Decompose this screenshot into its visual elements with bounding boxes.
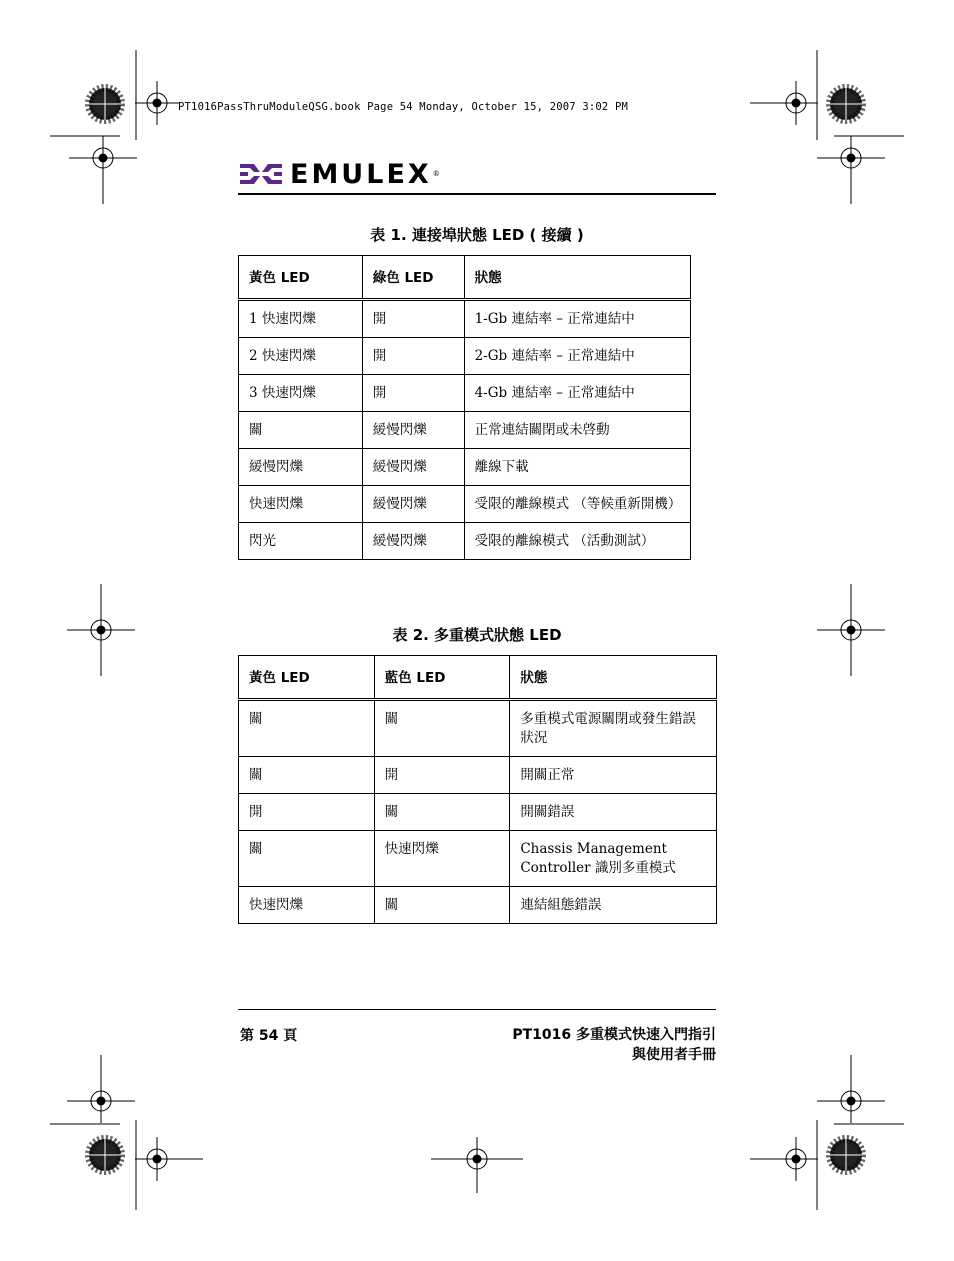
table-cell: 緩慢閃爍 [362, 412, 464, 449]
column-header-amber-led: 黃色 LED [239, 656, 375, 700]
table-cell: 多重模式電源關閉或發生錯誤狀況 [510, 700, 717, 757]
column-header-status: 狀態 [464, 256, 690, 300]
document-title-line1: PT1016 多重模式快速入門指引 [512, 1027, 716, 1043]
column-header-status: 狀態 [510, 656, 717, 700]
table-cell: 4-Gb 連結率 – 正常連結中 [464, 375, 690, 412]
table-row [239, 700, 717, 757]
table-cell: 離線下載 [464, 449, 690, 486]
multimode-status-led-table [238, 655, 717, 924]
table-cell: 開 [362, 375, 464, 412]
table-row [239, 300, 691, 338]
table-row [239, 486, 691, 523]
table-cell: 開關錯誤 [510, 794, 717, 831]
port-status-led-table [238, 255, 691, 560]
table-cell: 快速閃爍 [239, 887, 375, 924]
logo-registered-mark: ® [432, 170, 440, 178]
table-cell: 緩慢閃爍 [362, 523, 464, 560]
table-cell: 3 快速閃爍 [239, 375, 363, 412]
table-row [239, 375, 691, 412]
table-row [239, 523, 691, 560]
table-cell: 連結組態錯誤 [510, 887, 717, 924]
table-cell: 緩慢閃爍 [239, 449, 363, 486]
table-cell: 開 [362, 300, 464, 338]
table-header-row [239, 656, 717, 700]
table-cell: 緩慢閃爍 [362, 486, 464, 523]
table-row [239, 338, 691, 375]
table-cell: 關 [239, 831, 375, 887]
logo-wordmark: EMULEX [290, 158, 432, 190]
table-cell: 關 [374, 700, 510, 757]
table-cell: 關 [374, 887, 510, 924]
emulex-logo-icon [240, 162, 282, 186]
table-cell: Chassis Management Controller 識別多重模式 [510, 831, 717, 887]
emulex-logo [240, 158, 440, 190]
table-cell: 開 [362, 338, 464, 375]
table-row [239, 449, 691, 486]
page-number: 第 54 頁 [240, 1028, 298, 1044]
table-cell: 2 快速閃爍 [239, 338, 363, 375]
table1-caption: 表 1. 連接埠狀態 LED ( 接續 ) [370, 226, 584, 244]
table-cell: 2-Gb 連結率 – 正常連結中 [464, 338, 690, 375]
column-header-green-led: 綠色 LED [362, 256, 464, 300]
table-row [239, 794, 717, 831]
document-title-line2: 與使用者手冊 [632, 1047, 716, 1063]
document-title [512, 1025, 716, 1065]
header-rule [238, 193, 716, 195]
table-cell: 閃光 [239, 523, 363, 560]
table-cell: 關 [239, 757, 375, 794]
table-cell: 受限的離線模式 （活動測試） [464, 523, 690, 560]
table-row [239, 757, 717, 794]
table-cell: 關 [374, 794, 510, 831]
table-cell: 開關正常 [510, 757, 717, 794]
table-cell: 受限的離線模式 （等候重新開機） [464, 486, 690, 523]
table2-caption: 表 2. 多重模式狀態 LED [392, 626, 562, 644]
table-row [239, 887, 717, 924]
table-cell: 快速閃爍 [239, 486, 363, 523]
table-cell: 正常連結關閉或未啓動 [464, 412, 690, 449]
column-header-blue-led: 藍色 LED [374, 656, 510, 700]
table-row [239, 412, 691, 449]
table-header-row [239, 256, 691, 300]
table-cell: 開 [374, 757, 510, 794]
table-cell: 開 [239, 794, 375, 831]
table-cell: 緩慢閃爍 [362, 449, 464, 486]
table-cell: 1-Gb 連結率 – 正常連結中 [464, 300, 690, 338]
table-cell: 快速閃爍 [374, 831, 510, 887]
column-header-amber-led: 黃色 LED [239, 256, 363, 300]
print-info-line: PT1016PassThruModuleQSG.book Page 54 Monday, October 15, 2007 3:02 PM [178, 101, 628, 113]
table-cell: 關 [239, 412, 363, 449]
footer-rule [238, 1009, 716, 1010]
table-row [239, 831, 717, 887]
table-cell: 關 [239, 700, 375, 757]
table-cell: 1 快速閃爍 [239, 300, 363, 338]
